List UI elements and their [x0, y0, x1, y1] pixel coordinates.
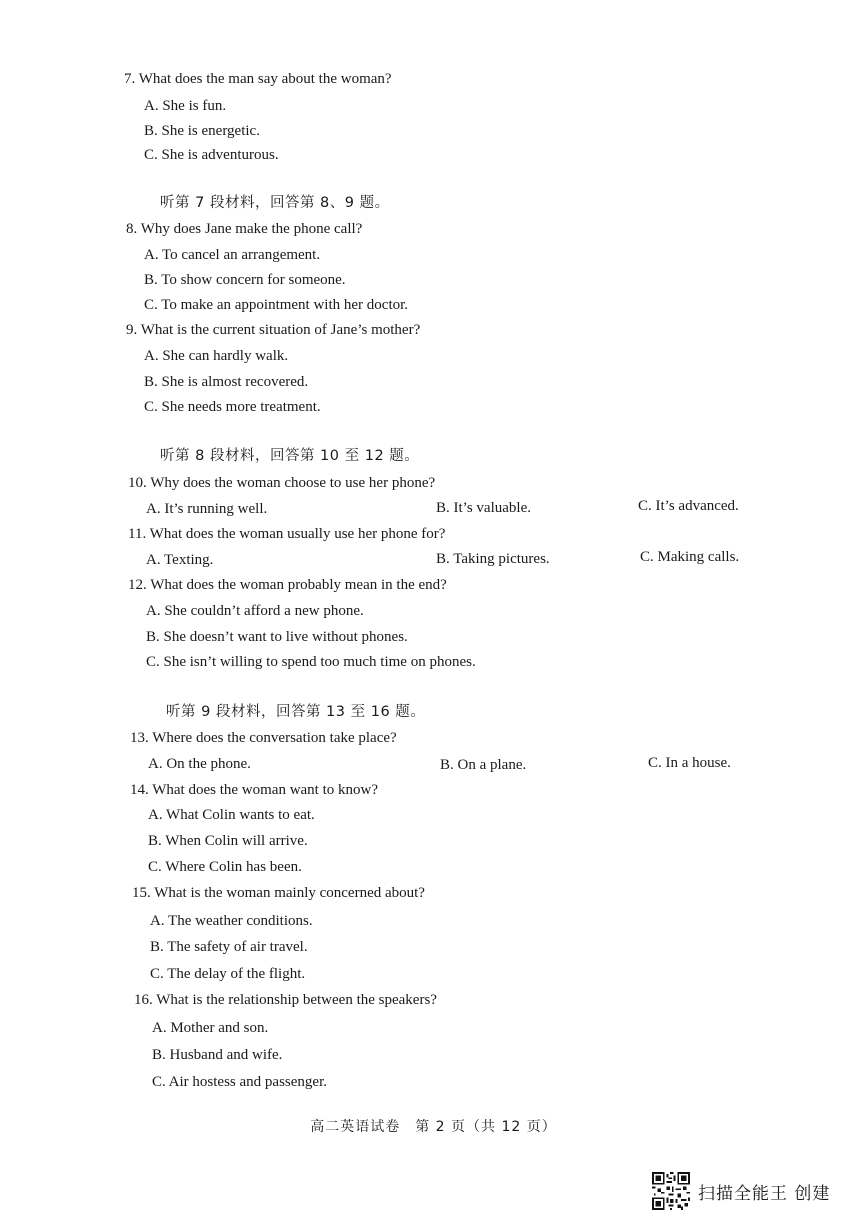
question-10-option-c: C. It’s advanced. [638, 498, 739, 514]
question-9-stem: 9. What is the current situation of Jane’s mother? [126, 322, 421, 338]
section-7-instruction: 听第 7 段材料，回答第 8、9 题。 [160, 195, 390, 211]
question-15-option-b: B. The safety of air travel. [150, 939, 308, 955]
qr-code-icon [652, 1172, 690, 1210]
question-16-stem: 16. What is the relationship between the speakers? [134, 992, 437, 1008]
question-12-option-c: C. She isn’t willing to spend too much time on phones. [146, 654, 476, 670]
question-11-option-a: A. Texting. [146, 552, 214, 568]
question-7-stem: 7. What does the man say about the woman? [124, 71, 392, 87]
question-13-stem: 13. Where does the conversation take place? [130, 730, 397, 746]
question-12-option-b: B. She doesn’t want to live without phones. [146, 629, 408, 645]
question-14-stem: 14. What does the woman want to know? [130, 782, 379, 798]
question-14-option-c: C. Where Colin has been. [148, 859, 302, 875]
question-13-option-a: A. On the phone. [148, 756, 251, 772]
question-9-option-c: C. She needs more treatment. [144, 399, 321, 415]
question-10-stem: 10. Why does the woman choose to use her phone? [128, 475, 436, 491]
question-7-option-c: C. She is adventurous. [144, 147, 279, 163]
question-11-option-c: C. Making calls. [640, 549, 740, 565]
section-9-instruction: 听第 9 段材料，回答第 13 至 16 题。 [166, 704, 426, 720]
question-13-option-b: B. On a plane. [440, 757, 527, 773]
scanner-label: 扫描全能王 创建 [698, 1183, 831, 1204]
question-16-option-c: C. Air hostess and passenger. [152, 1074, 327, 1090]
question-14-option-b: B. When Colin will arrive. [148, 833, 308, 849]
question-16-option-a: A. Mother and son. [152, 1020, 269, 1036]
question-8-option-b: B. To show concern for someone. [144, 272, 346, 288]
question-10-option-a: A. It’s running well. [146, 501, 268, 517]
question-12-option-a: A. She couldn’t afford a new phone. [146, 603, 364, 619]
question-15-option-a: A. The weather conditions. [150, 913, 313, 929]
question-8-option-c: C. To make an appointment with her doctor. [144, 297, 409, 313]
question-13-option-c: C. In a house. [648, 755, 731, 771]
question-16-option-b: B. Husband and wife. [152, 1047, 283, 1063]
scanner-watermark [652, 1172, 830, 1210]
question-7-option-b: B. She is energetic. [144, 123, 260, 139]
question-14-option-a: A. What Colin wants to eat. [148, 807, 315, 823]
question-11-stem: 11. What does the woman usually use her phone for? [128, 526, 446, 542]
question-7-option-a: A. She is fun. [144, 98, 227, 114]
section-8-instruction: 听第 8 段材料，回答第 10 至 12 题。 [160, 448, 420, 464]
question-9-option-b: B. She is almost recovered. [144, 374, 309, 390]
question-9-option-a: A. She can hardly walk. [144, 348, 289, 364]
question-12-stem: 12. What does the woman probably mean in the end? [128, 577, 447, 593]
question-15-option-c: C. The delay of the flight. [150, 966, 306, 982]
question-8-option-a: A. To cancel an arrangement. [144, 247, 321, 263]
page-footer: 高二英语试卷 第 2 页（共 12 页） [310, 1119, 557, 1135]
question-10-option-b: B. It’s valuable. [436, 500, 531, 516]
question-15-stem: 15. What is the woman mainly concerned about? [132, 885, 425, 901]
question-8-stem: 8. Why does Jane make the phone call? [126, 221, 363, 237]
question-11-option-b: B. Taking pictures. [436, 551, 550, 567]
